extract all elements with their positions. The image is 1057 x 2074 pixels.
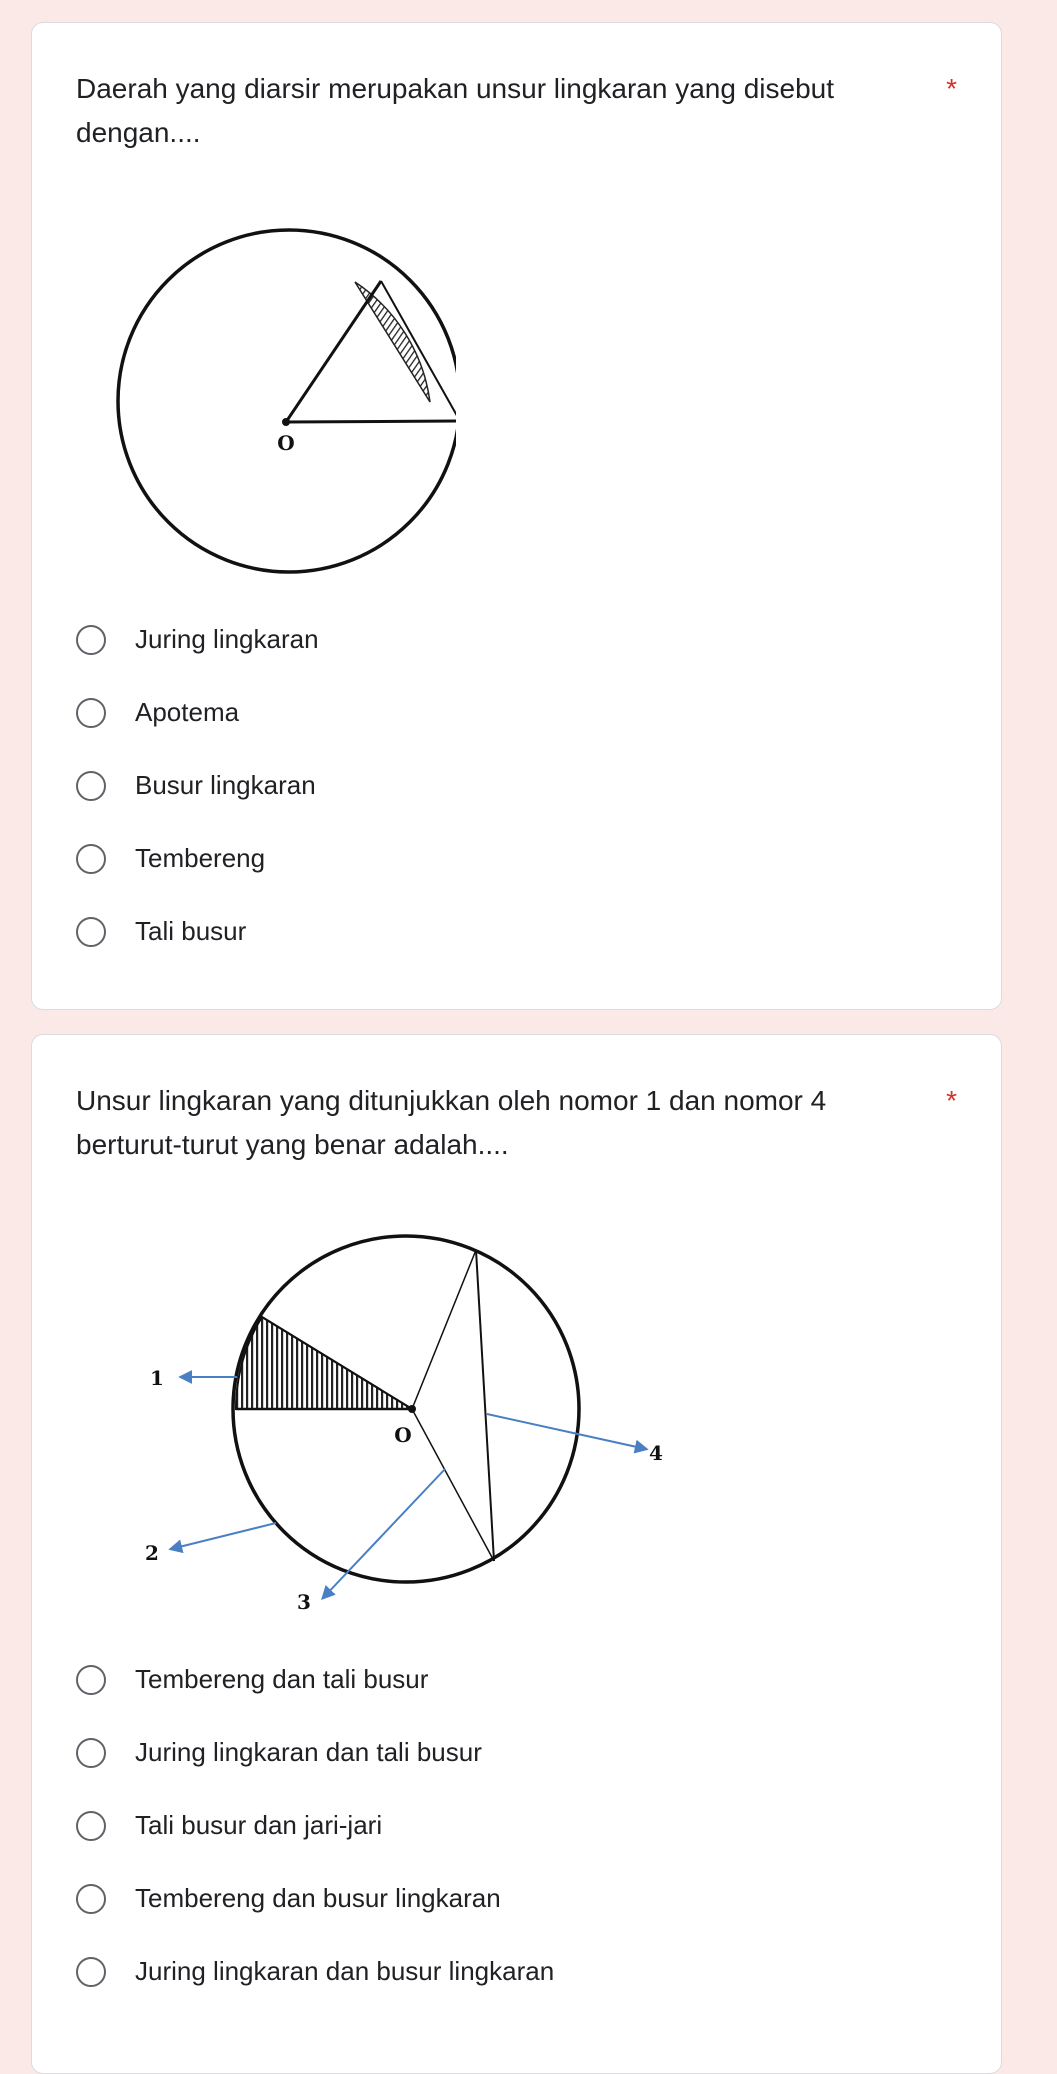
center-label: O (394, 1423, 412, 1447)
circle-outline (118, 230, 456, 572)
required-asterisk: * (946, 1085, 957, 1116)
label-2: 2 (145, 1541, 159, 1565)
option-item[interactable] (76, 1789, 936, 1862)
question-title: Unsur lingkaran yang ditunjukkan oleh nomor 1 dan nomor 4 berturut-turut yang benar adalah.... (76, 1085, 827, 1160)
option-item[interactable] (76, 1643, 936, 1716)
chord-line (381, 281, 456, 421)
question-title: Daerah yang diarsir merupakan unsur lingkaran yang disebut dengan.... (76, 73, 834, 148)
arrow-3 (323, 1469, 445, 1598)
option-label: Apotema (135, 697, 240, 727)
label-1: 1 (150, 1366, 164, 1390)
option-label: Juring lingkaran dan busur lingkaran (135, 1956, 555, 1986)
option-label: Tali busur (135, 916, 247, 946)
radio-button[interactable] (76, 1811, 106, 1841)
option-item[interactable] (76, 895, 936, 968)
option-label: Tali busur dan jari-jari (135, 1810, 383, 1840)
radius-line (331, 400, 430, 402)
option-item[interactable] (76, 1862, 936, 1935)
radio-button[interactable] (76, 698, 106, 728)
options-list (76, 1643, 936, 2008)
option-label: Juring lingkaran (135, 624, 319, 654)
label-3: 3 (297, 1590, 311, 1614)
option-item[interactable] (76, 749, 936, 822)
radius-line (286, 281, 381, 422)
option-item[interactable] (76, 603, 936, 676)
radio-button[interactable] (76, 1884, 106, 1914)
center-point (282, 418, 290, 426)
option-label: Tembereng (135, 843, 266, 873)
radius-line (412, 1409, 494, 1561)
arrow-4 (487, 1414, 646, 1449)
option-item[interactable] (76, 1716, 936, 1789)
radius-line (412, 1250, 476, 1409)
circle-figure-1 (76, 223, 456, 603)
radio-button[interactable] (76, 625, 106, 655)
chord-line (476, 1250, 494, 1561)
radius-line (331, 282, 355, 400)
center-point (408, 1405, 416, 1413)
option-label: Tembereng dan tali busur (135, 1664, 429, 1694)
option-label: Tembereng dan busur lingkaran (135, 1883, 501, 1913)
radio-button[interactable] (76, 771, 106, 801)
option-item[interactable] (76, 1935, 936, 2008)
radio-button[interactable] (76, 844, 106, 874)
option-item[interactable] (76, 676, 936, 749)
question-card-2 (31, 1034, 1002, 2074)
radio-button[interactable] (76, 1665, 106, 1695)
options-list (76, 603, 936, 968)
required-asterisk: * (946, 73, 957, 104)
shaded-sector (236, 1317, 412, 1409)
center-label: O (277, 431, 295, 455)
arrow-2 (171, 1523, 276, 1549)
circle-figure-2 (92, 1215, 732, 1635)
radio-button[interactable] (76, 917, 106, 947)
question-card-1 (31, 22, 1002, 1010)
radio-button[interactable] (76, 1957, 106, 1987)
label-4: 4 (649, 1441, 663, 1465)
radius-line (286, 421, 456, 422)
radio-button[interactable] (76, 1738, 106, 1768)
option-label: Juring lingkaran dan tali busur (135, 1737, 482, 1767)
option-item[interactable] (76, 822, 936, 895)
option-label: Busur lingkaran (135, 770, 316, 800)
